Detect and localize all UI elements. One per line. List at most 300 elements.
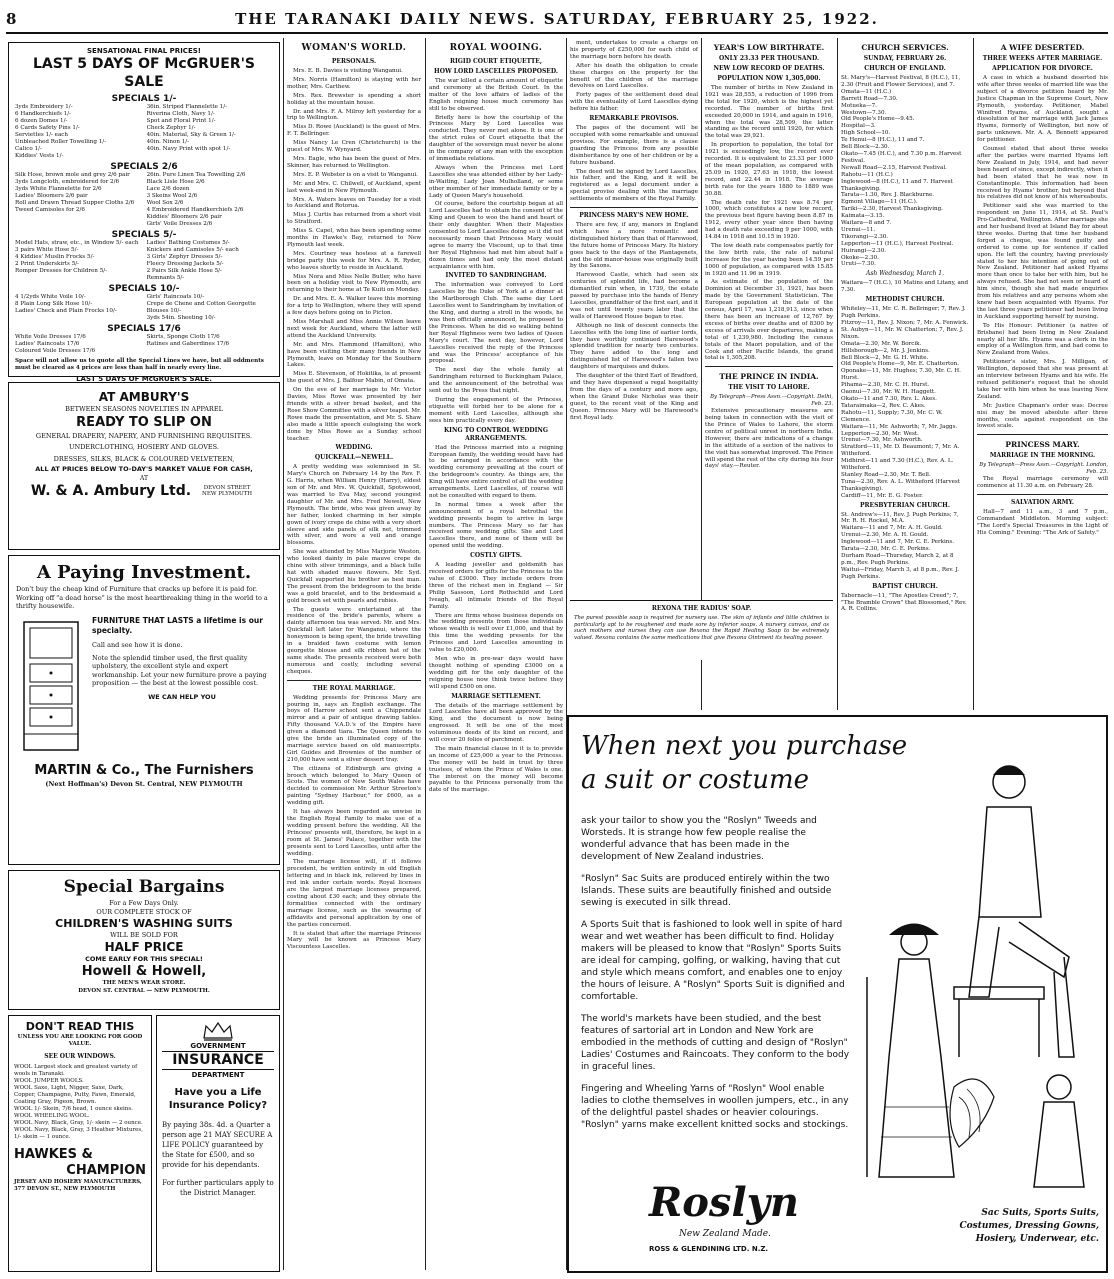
provisos-paragraphs <box>570 125 698 203</box>
roslyn-para-2: "Roslyn" Sac Suits are produced entirely within the two Islands. These suits are beautifully finished and outside sewing is executed in silk thread. <box>581 874 832 908</box>
costly-paragraphs <box>429 562 563 690</box>
article-paragraph: The deed will be signed by Lord Lascelles, his father, and the King, and it will be registered as a legal document under a special proviso dealing with the marriage settlements of members of the Royal Family. <box>570 168 698 203</box>
methodist-heading: METHODIST CHURCH. <box>865 296 945 304</box>
article-paragraph: The main financial clause in it is to provide an income of £25,000 a year to the Princess. The money will be held in trust by three trustees, of whom the Prince of Wales is one. The interest on the money will become payable to the Princess personally from the date of the marriage. <box>429 745 563 794</box>
sale-item: 2 Pairs Silk Ankle Hose 5/- <box>146 268 222 274</box>
wedding-paragraph: A pretty wedding was solemnised in St. Mary's Church on February 14 by the Rev. F. G. Harris, when William Henry (Harry), eldest son of Mr. and Mrs. W. Quickfall, Spotswood, was married to Eva May, second youngest daughter of Mr. and Mrs. Fred Newell, New Plymouth. The bride, who was given away by her father, looked charming in her simple gown of ivory crepe de chine with a very short sleeve and side panels of silk net, trimmed with silver, and wore a veil and orange blossoms. <box>287 464 421 547</box>
ambury-line-6: DRESSES, SILKS, BLACK & COLOURED VELVETEEN, <box>53 455 235 463</box>
personal-paragraph: Miss S. Capel, who has been spending some months in Hawke's Bay, returned to New Plymouth last week. <box>287 228 421 248</box>
service-item: Okato—7.45 (H.C.), and 7.30 p.m. Harvest Festival. <box>841 150 962 164</box>
roslyn-made: New Zealand Made. <box>679 1229 771 1239</box>
continued-paragraphs <box>570 40 698 113</box>
sale-item: Remnants 5/- <box>146 275 185 281</box>
settlement-heading: MARRIAGE SETTLEMENT. <box>451 692 541 700</box>
specials-1-list <box>15 104 273 160</box>
sale-item: Ratines and Gaberdines 17/6 <box>146 341 230 347</box>
wool-item: WOOL Largest stock and greatest variety of wools in Taranaki. <box>14 1064 138 1077</box>
sale-item: 36in. Striped Flannelette 1/- <box>146 104 227 110</box>
service-item: Uruti—7.30. <box>841 261 876 268</box>
specials-17-list <box>15 334 273 355</box>
roslyn-headline-1: When next you purchase <box>581 731 908 761</box>
wife-sub-1: THREE WEEKS AFTER MARRIAGE. <box>982 55 1103 62</box>
article-paragraph: The next day the whole family at Sandringham returned to Buckingham Palace, and the announcement of the betrothal was sent out to the Press that night. <box>429 367 563 395</box>
sale-item: 6 Handkerchiefs 1/- <box>15 111 71 117</box>
article-paragraph: To His Honour: Petitioner (a native of Brisbane) had been living in New Zealand nearly all her life. Hyams was a clerk in the employ of a Wellington firm, and had come to New Zealand from Wales. <box>977 322 1108 357</box>
sale-item: Model Hats, straw, etc., in Window 5/- each <box>15 240 139 246</box>
sale-item: White Voile Dresses 17/6 <box>15 334 86 340</box>
column-rule <box>973 38 974 710</box>
service-item: Waitara—11, Mr. Ashworth; 7, Mr. Jaggs. <box>841 423 958 430</box>
sale-item: Romper Dresses for Children 5/- <box>15 268 108 274</box>
methodist-list <box>841 306 969 499</box>
ambury-line-8: AT <box>139 475 148 482</box>
king-heading: KING TO CONTROL WEDDING ARRANGEMENTS. <box>443 426 549 442</box>
royal-wooing-title: ROYAL WOOING. <box>449 43 543 53</box>
personal-paragraph: Miss J. Curtis has returned from a short visit to Stratford. <box>287 212 421 226</box>
service-item: Lepperton—2.30, Mr. West. <box>841 430 919 437</box>
service-item: Oponake—11, Mr. Hughes; 7.30, Mr. C. H. Hurst. <box>841 368 961 382</box>
mcgruer-title: LAST 5 DAYS OF McGRUER'S SALE <box>32 56 255 90</box>
service-item: Okoke—2.30. <box>841 254 879 261</box>
column-rule <box>425 38 426 1270</box>
martin-address: (Next Hoffman's) Devon St. Central, NEW PLYMOUTH <box>45 779 243 788</box>
service-item: St. Aubyn—11, Mr. W. Chatterton; 7, Rev. J. Nixon. <box>841 326 964 340</box>
personal-paragraph: Mr. and Mrs. C. Chilwell, of Auckland, spent last week-end in New Plymouth. <box>287 180 421 194</box>
personal-paragraph: Miss Nancy Le Cren (Christchurch) is the guest of Mrs. W. Wynyard. <box>287 140 421 154</box>
specials-5-list <box>15 240 273 282</box>
prince-india-title: THE PRINCE IN INDIA. <box>719 372 819 382</box>
rexona-body: The purest possible soap is required for nursery use. The skin of infants and little children is particularly apt to be roughened and made sore by inferior soaps. A nursery canvas, and as such mothers and nurses they can use Rexona the Rapid Healing Soap to be extremely valued. Rexona contains the same medications that give Rexona Ointment its healing power. <box>574 615 829 641</box>
sale-item: Unbleached Roller Towelling 1/- <box>15 139 107 145</box>
costly-heading: COSTLY GIFTS. <box>470 552 522 560</box>
wedding-paragraph: The guests were entertained at the residence of the bride's parents, where a dainty afternoon tea was served. Mr. and Mrs. Quickfall left later for Wanganui, where the honeymoon is being spent, the bride travelling in a braided fawn costume with lemon georgette blouse and silk ribbon hat of the same shade. The presents received were both numerous and costly, including several cheques. <box>287 606 421 675</box>
presbyterian-list <box>841 512 969 581</box>
howell-ad <box>8 870 280 1010</box>
ambury-ad <box>8 382 280 550</box>
ambury-line-4: GENERAL DRAPERY, NAPERY, AND FURNISHING REQUISITES. <box>35 432 253 440</box>
article-paragraph: Counsel stated that about three weeks after the parties were married Hyams left New Zealand in July, 1914, and had never been heard of since, except indirectly, when it had been stated that he was now in Constantinople. This information had been received by Hyams' brother, but beyond that his relatives did not know of his whereabouts. <box>977 146 1108 201</box>
birthrate-paragraphs <box>705 85 833 362</box>
roslyn-ad <box>567 715 1108 1273</box>
sale-item: Tweed Camisoles for 2/6 <box>15 207 85 213</box>
insurance-gov: GOVERNMENT <box>190 1042 246 1050</box>
service-item: Urenui—11. <box>841 226 876 233</box>
sale-item: Black Lisle Hose 2/6 <box>146 179 205 185</box>
article-paragraph: A case in which a husband deserted his wife after three weeks of married life was the subject of a divorce petition heard by Mr. Justice Chapman in the Supreme Court, New Plymouth, yesterday. Petitioner, Mabel Winifred Hyams, of Auckland, sought a dissolution of her marriage with Jack James Hyams, formerly of Wellington, but now of parts unknown. Mr. A. A. Bennett appeared for petitioner. <box>977 75 1108 144</box>
ambury-line-7: ALL AT PRICES BELOW TO-DAY'S MARKET VALUE FOR CASH, <box>35 465 253 473</box>
prince-india-sub: THE VISIT TO LAHORE. <box>728 384 810 392</box>
birthrate-title: YEAR'S LOW BIRTHRATE. <box>713 43 825 52</box>
martin-title: A Paying Investment. <box>36 562 252 583</box>
sale-item: Coloured Voile Dresses 17/6 <box>15 348 96 354</box>
service-item: Omata—2.30, Mr. W. Borcik. <box>841 340 922 347</box>
service-item: Waitara—11 and 7, Mr. A. H. Gould. <box>841 525 943 532</box>
ambury-address: DEVON STREET NEW PLYMOUTH <box>202 484 253 497</box>
sale-item: 3 Girls' Zephyr Dresses 5/- <box>146 254 223 260</box>
article-paragraph: As estimate of the population of the Dominion at December 31, 1921, has been made by the Government Statistician. The European population at the date of the census, April 17, was 1,218,913, since when there has been an increase of 12,767 by excess of births over deaths and of 8300 by excess of arrivals over departures, making a total of 1,239,980. Including the census totals of the Maori population, and of the Cook and other Pacific Islands, the grand total is 1,305,208. <box>705 279 833 362</box>
article-paragraph: After his death the obligation to create these charges on the property for the benefit of the children of the marriage devolves on Lord Lascelles. <box>570 62 698 90</box>
personal-paragraph: Mrs. Rex. Brewster is spending a short holiday at the mountain house. <box>287 92 421 106</box>
article-paragraph: Harewood Castle, which had seen six centuries of splendid life, had become a dismantled ruin when, in 1739, the estate passed by purchase into the hands of Henry Lascelles, grandfather of the first earl, and it was not until twenty years later that the walls of Harewood House began to rise. <box>570 272 698 320</box>
roslyn-maker: ROSS & GLENDINING LTD. N.Z. <box>649 1245 769 1253</box>
service-item: Rahotu—11, Supply; 7.30, Mr. C. W. Clemence. <box>841 409 943 423</box>
martin-name: MARTIN & Co., The Furnishers <box>34 762 254 778</box>
sale-item: 3yds Embroidery 1/- <box>15 104 73 110</box>
personal-paragraph: Dr. and Mrs. E. A. Walker leave this morning for a trip to Wellington, where they will spend a few days before going on to Picton. <box>287 296 421 317</box>
crown-emblem <box>162 1020 274 1042</box>
sale-item: Skirts, Sponge Cloth 17/6 <box>146 334 220 340</box>
service-item: Durham Road—Thursday, March 2, at 8 p.m., Rev. Pugh Perkins. <box>841 553 954 566</box>
church-date: SUNDAY, FEBRUARY 26. <box>863 55 947 62</box>
roslyn-headline-2: a suit or costume <box>581 765 810 795</box>
article-paragraph: Always when the Princess met Lord Lascelles she was attended either by her Lady-in-Waiting, Lady Joan Mulholland, or some other member of her immediate family or by a Lady of Queen Mary's household. <box>429 164 563 199</box>
sale-item: Lace 2/6 dozen <box>146 186 190 192</box>
service-item: Tariki—2.30, Harvest Thanksgiving. <box>841 206 943 213</box>
martin-furniture-ad <box>8 555 280 865</box>
insurance-question: Have you a Life Insurance Policy? <box>168 1087 268 1111</box>
personal-paragraph: Mrs. Courtney was hostess at a farewell bridge party this week for Mrs. A. R. Ryder, who leaves shortly to reside in Auckland. <box>287 250 421 271</box>
sale-item: 26in. Pure Linen Tea Towelling 2/6 <box>146 172 246 178</box>
prince-india-dateline: By Telegraph—Press Assn.—Copyright. Delhi, Feb. 23. <box>710 394 833 408</box>
personal-paragraph: Dr. and Mrs. F. A. Milroy left yesterday for a trip to Wellington. <box>287 108 421 122</box>
specials-10-list <box>15 294 273 322</box>
article-paragraph: Mr. Justice Chapman's order was: Decree nisi may be moved absolute after three months, costs against respondent on the lowest scale. <box>977 402 1108 430</box>
wool-item: WOOL Navy, Black, Gray, 3 Heather Mixtures, 1/- skein — 1 ounce. <box>14 1127 143 1140</box>
personal-paragraph: Mrs. Eagle, who has been the guest of Mrs. Skinner, has returned to Wellington. <box>287 155 421 169</box>
howell-line-6: COME EARLY FOR THIS SPECIAL! <box>85 955 203 963</box>
personals-paragraphs <box>287 68 421 442</box>
sale-item: Knickers and Camisoles 5/- each <box>146 247 239 253</box>
martin-note: Note the splendid timber used, the first quality upholstery, the excellent style and expert workmanship. Let your new furniture prove a paying proposition — the best at the lowest possible cost. <box>92 653 267 687</box>
article-paragraph: The death rate for 1921 was 8.74 per 1000, which constitutes a new low record, the previous best figure having been 8.87 in 1912, every other year since then having had a death rate exceeding 9 per 1000, with 14.84 in 1918 and 10.15 in 1920. <box>705 199 833 241</box>
sale-item: 3yds Longcloth, embroidered for 2/6 <box>15 179 120 185</box>
womans-world-title: WOMAN'S WORLD. <box>301 43 407 53</box>
sale-item: Kiddies' Bloomers 2/6 pair <box>146 214 222 220</box>
ambury-line-3: READY TO SLIP ON <box>76 415 212 430</box>
royal-marriage-paragraph: It is stated that after the marriage Princess Mary will be known as Princess Mary Viscountess Lascelles. <box>287 930 421 951</box>
hawkes-wool-list <box>14 1064 146 1141</box>
service-item: Tuna—2.30, Rev. A. L. Witheford (Harvest Thanksgiving). <box>841 478 961 492</box>
masthead <box>6 6 1108 34</box>
article-paragraph: The daughter of the third Earl of Bradford, and they have dispensed a regal hospitality from the days of a century and more ago, when the Grand Duke Nicholas was their guest, to the recent visit of the King and Queen. Princess Mary will be Harewood's first Royal lady. <box>570 373 699 421</box>
sale-item: 40in. Material, Sky & Green 1/- <box>146 132 236 138</box>
service-item: Newall Road—2.15, Harvest Festival. <box>841 164 947 171</box>
article-paragraph: In proportion to population, the total for 1921 is exceedingly low, the record ever recorded. It is equivalent to 23.33 per 1000 of the mean population, as compared with 25.09 in 1920, 27.63 in 1918, the lowest record, and 22.44 in 1918. The average birth rate for the years 1880 to 1889 was 30.88. <box>705 142 833 197</box>
royal-marriage-paragraph: The citizens of Edinburgh are giving a brooch which belonged to Mary Queen of Scots. The women of New South Wales have decided to commission Mr. Arthur Streeton's painting "Sydney Harbour," for £600, as a wedding gift. <box>287 765 421 807</box>
service-item: Hillsborough—2, Mr. J. Jenkins. <box>841 347 930 354</box>
service-item: Egmont Village—11 (H.C.). <box>841 199 918 206</box>
newspaper-title: THE TARANAKI DAILY NEWS. SATURDAY, FEBRUARY 25, 1922. <box>235 10 879 28</box>
sale-item: 3yds 54in. Sheeting 10/- <box>146 315 216 321</box>
service-item: St. Andrew's—11, Rev. J. Pugh Perkins; 7, Mr. R. H. Rockel, M.A. <box>841 511 959 525</box>
king-paragraphs <box>429 445 563 551</box>
howell-line-2: OUR COMPLETE STOCK OF <box>96 908 192 916</box>
birthrate-sub-1: ONLY 23.33 PER THOUSAND. <box>718 55 820 62</box>
article-paragraph: Petitioner said she was married to the respondent on June 11, 1914, at St. Paul's Pro-Cathedral, Wellington. After marriage she and her husband lived at Island Bay for about three weeks. During that time her husband forged a cheque, was found guilty and ordered to come up for sentence if called upon. He left the country, having previously stated to her his intention of going out of New Zealand. Petitioner had asked Hyams more than once to take her with him, but he always refused. She had not seen or heard of him since, though she had made enquiries from his relatives and any persons whom she knew had been acquainted with Hyams. For the last three years petitioner had been living in Auckland supporting herself by nursing. <box>977 203 1108 320</box>
personal-paragraph: Mr. and Mrs. Hammond (Hamilton), who have been visiting their many friends in New Plymouth, leave on Monday for the Southern Lakes. <box>287 341 421 369</box>
service-item: Tikorangi—2.30. <box>841 233 889 240</box>
service-item: Inglewood—11 and 7, Mr. C. E. Perkins. <box>841 539 955 546</box>
sale-item: Roll and Drawn Thread Supper Cloths 2/6 <box>15 200 135 206</box>
service-item: Fitzroy—11, Rev. J. Nixon; 7, Mr. A. Fenwick. <box>841 320 969 326</box>
specials-5-heading: SPECIALS 5/- <box>111 230 177 240</box>
ash-wednesday-item: Waitara—7 (H.C.), 10 Matins and Litany, and 7.30. <box>841 280 969 294</box>
service-item: Tarata—2.30, Mr. C. E. Perkins. <box>841 546 931 553</box>
personal-paragraph: Miss D. Rowe (Auckland) is the guest of Mrs. F. T. Bellringer. <box>287 124 421 138</box>
service-item: Oaonui—7.30, Mr. W. H. Haggett. <box>841 389 936 396</box>
specials-1-heading: SPECIALS 1/- <box>111 94 177 104</box>
baptist-heading: BAPTIST CHURCH. <box>872 582 938 590</box>
sale-item: 40in. Navy Print with spot 1/- <box>146 146 231 152</box>
martin-body: Don't buy the cheap kind of Furniture that cracks up before it is paid for. Working off "a dead horse" is the most heartbreaking thing in the world to a thrifty housewife. <box>16 585 268 610</box>
specials-17-heading: SPECIALS 17/6 <box>107 324 181 334</box>
roslyn-para-3: A Sports Suit that is fashioned to look well in spite of hard wear and wet weather has been difficult to find. Holiday makers will be pleased to know that "Roslyn" Sports Suits are ideal for camping, golfing, or walking, having that cut and style which means comfort, and enables one to enjoy the hours of leisure. A "Roslyn" Sports Suit is dignified and comfortable. <box>581 920 845 1002</box>
invited-heading: INVITED TO SANDRINGHAM. <box>445 272 547 280</box>
wife-paragraphs <box>977 75 1108 430</box>
prince-india-paragraph: Extensive precautionary measures are being taken in connection with the visit of the Prince of Wales to Lahore, the storm centre of political unrest in northern India. However, there are indications of a change in the attitude of a section of the natives to the visit has somewhat improved. The Prince will spend the rest of the city during his four days' stay.—Reuter. <box>705 408 833 470</box>
service-item: Tarata—1.30, Rev. J. Blackburne. <box>841 192 935 199</box>
article-paragraph: Forty pages of the settlement deed deal with the eventuality of Lord Lascelles dying before his father. <box>570 92 698 113</box>
howell-address: DEVON ST. CENTRAL — NEW PLYMOUTH. <box>78 988 210 994</box>
service-item: Waitara—8 and 7. <box>841 220 892 227</box>
specials-10-heading: SPECIALS 10/- <box>108 284 180 294</box>
service-item: Huirangi—2.30. <box>841 247 887 254</box>
service-item: Barrett Road—7.30. <box>841 95 898 102</box>
sale-item: Spot and Floral Print 1/- <box>146 118 216 124</box>
service-item: Stanley Road—2.30, Mr. T. Bell. <box>841 471 931 478</box>
specials-2-list <box>15 172 273 228</box>
ambury-line-2: BETWEEN SEASONS NOVELTIES IN APPAREL <box>65 405 223 413</box>
howell-line-5: HALF PRICE <box>104 940 184 954</box>
sale-item: Kiddies' Vests 1/- <box>15 153 64 159</box>
roslyn-brand: Roslyn <box>649 1179 799 1226</box>
fashion-figures-illustration <box>859 727 1104 1197</box>
service-item: Westown—7.30. <box>841 109 887 116</box>
ambury-name: W. & A. Ambury Ltd. <box>30 483 192 499</box>
wool-item: WOOL JUMPER WOOLS. <box>14 1078 84 1084</box>
article-paragraph: Although no link of descent connects the Lascelles with the long line of earlier lords, they have worthily continued Harewood's splendid tradition for nearly two centuries. They have added to the long and distinguished list of Harewood's fallen two daughters of marquises and dukes. <box>570 322 698 371</box>
service-item: Stratford—11, Mr. D. Beaumont; 7, Mr. A. Witheford. <box>841 444 960 458</box>
sale-item: Ladies' Bloomers 2/6 pair <box>15 193 88 199</box>
howell-name: Howell & Howell, <box>81 964 207 979</box>
wedding-subheading: QUICKFALL—NEWELL. <box>314 454 394 462</box>
mcgruer-kicker: SENSATIONAL FINAL PRICES! <box>87 47 201 55</box>
birthrate-sub-3: POPULATION NOW 1,305,000. <box>717 75 821 82</box>
sale-item: 8 Plain Long Silk Hose 10/- <box>15 301 93 307</box>
sale-item: Wool Sox 2/6 <box>146 200 184 206</box>
wool-item: WOOL WHEELING WOOL. <box>14 1113 90 1119</box>
sale-item: Ladies' Bathing Costumes 5/- <box>146 240 230 246</box>
princess-mary-paragraph: The Royal marriage ceremony will commence at 11.30 a.m. on February 28. <box>977 476 1108 490</box>
hawkes-address: JERSEY AND HOSIERY MANUFACTURERS, 377 DEVON ST., NEW PLYMOUTH <box>14 1179 142 1192</box>
princess-mary-dateline: By Telegraph—Press Assn.—Copyright. London, Feb. 23. <box>979 462 1108 476</box>
sale-item: Fleecy Dressing Jackets 5/- <box>146 261 224 267</box>
service-item: Rahotu—11 (H.C.) <box>841 171 893 178</box>
roslyn-para-4: The world's markets have been studied, and the best features of sartorial art in London and New York are embodied in the methods of cutting and design of "Roslyn" Ladies' Costumes and Raincoats. They conform to the body in graceful lines. <box>581 1014 850 1072</box>
baptist-list <box>841 593 969 614</box>
sale-item: 6 dozen Domes 1/- <box>15 118 68 124</box>
church-services-column <box>841 40 969 710</box>
hawkes-title: DON'T READ THIS <box>25 1020 135 1033</box>
sale-item: Check Zephyr 1/- <box>146 125 196 131</box>
article-paragraph: ment, undertakes to create a charge on his property of £250,000 for each child of the marriage born before his death. <box>570 40 698 60</box>
article-paragraph: Men who in pre-war days would have thought nothing of spending £3000 on a wedding gift for the only daughter of the reigning house now think twice before they will spend £500 on one. <box>429 655 563 690</box>
service-item: Okato—11 and 7.30, Rev. L. Akes. <box>841 395 937 402</box>
rexona-ad <box>570 600 833 660</box>
presbyterian-heading: PRESBYTERIAN CHURCH. <box>860 501 950 509</box>
howell-line-1: For a Few Days Only. <box>109 899 179 907</box>
new-home-heading: PRINCESS MARY'S NEW HOME. <box>579 212 689 220</box>
church-england-list <box>841 75 969 268</box>
personal-paragraph: On the eve of her marriage to Mr. Victor Davies, Miss Rowe was presented by her friends with a silver bread basket, and the Rose Show Committee with a silver teapot. Mr. Rowe made the presentation, and Mr. S. Shaw also made a little speech eulogising the work done by Miss Rowe as a Sunday school teacher. <box>287 387 421 442</box>
service-item: Urenui—7.30, Mr. Ashworth. <box>841 437 923 444</box>
sale-item: 2 Print Underskirts 5/- <box>15 261 80 267</box>
sale-item: Riverina Cloth, Navy 1/- <box>146 111 215 117</box>
personal-paragraph: Miss E. Stevenson, of Hokitika, is at present the guest of Mrs. J. Balfour Mabin, of Omata. <box>287 371 421 385</box>
sale-item: 3 Skeins Wool 2/6 <box>146 193 198 199</box>
royal-wooing-paragraphs <box>429 78 563 270</box>
column-rule <box>837 38 838 710</box>
salvation-army-paragraph: Hall—7 and 11 a.m., 3 and 7 p.m., Commandant Middleton. Morning subject: "The Lord's Special Treasures in the Light of His Coming." Evening: "The Ark of Safety." <box>977 508 1108 536</box>
roslyn-tagline: Sac Suits, Sports Suits, Costumes, Dressing Gowns, Hosiery, Underwear, etc. <box>959 1208 1099 1244</box>
service-item: Urenui—2.30, Mr. A. H. Gould. <box>841 532 929 539</box>
wife-sub-2: APPLICATION FOR DIVORCE. <box>992 65 1093 72</box>
personal-paragraph: Mrs. E. B. Davies is visiting Wanganui. <box>293 68 403 74</box>
hawkes-name-2: CHAMPION <box>66 1163 146 1178</box>
service-item: Pihama—2.30, Mr. C. H. Hurst. <box>841 382 930 389</box>
insurance-foot: For further particulars apply to the District Manager. <box>162 1179 274 1197</box>
article-paragraph: Had the Princess married into a reigning European family, the wedding would have had to be arranged in accordance with the wedding ceremony prevailing at the court of the bridegroom's country. As things are, the King will have entire control of all the wedding arrangements. Lord Lascelles, of course will not be consulted with regard to them. <box>429 444 563 499</box>
martin-help: WE CAN HELP YOU <box>148 692 216 701</box>
service-item: Midhirst—11 and 7.30 (H.C.), Rev. A. L. Witheford. <box>841 458 954 472</box>
martin-sub: FURNITURE THAT LASTS a lifetime is our specialty. <box>92 615 263 635</box>
sale-item: Serviettes 1/- each <box>15 132 69 138</box>
settlement-paragraphs <box>429 703 563 795</box>
article-paragraph: Of course, before the courtship began at all Lord Lascelles had to obtain the consent of the King and Queen to woo the hand and heart of their only daughter. When their Majesties consented to Lord Lascelles doing so it did not necessarily mean that Princess Mary would agree to marry the Viscount, up to that time her Royal Highness had met him about half a dozen times and had only the most distant acquaintance with him. <box>429 201 563 270</box>
service-item: Bell Block—2, Mr. G. H. White. <box>841 354 929 361</box>
article-paragraph: The war killed a certain amount of etiquette and ceremony at the British Court. In the matter of the love affairs of ladies of the English reigning house much ceremony has still to be observed. <box>429 78 563 112</box>
service-item: Whiteley—11, Mr. C. R. Bellringer; 7, Rev. J. Pugh Perkins. <box>841 306 966 320</box>
royal-wooing-sub-1: RIGID COURT ETIQUETTE, <box>450 58 542 65</box>
martin-call: Call and see how it is done. <box>92 640 183 649</box>
sale-item: Crepe de Chene and Cotton Georgette Blouses 10/- <box>146 301 256 314</box>
invited-paragraphs <box>429 282 563 424</box>
royal-marriage-paragraphs <box>287 695 421 952</box>
ambury-line-5: UNDERCLOTHING, HOSIERY AND GLOVES. <box>69 443 219 451</box>
service-item: Waitui—Friday, March 3, at 8 p.m., Rev. J. Pugh Perkins. <box>841 566 960 580</box>
article-paragraph: There are firms whose business depends on the wedding presents from those individuals whose wealth is well over £1,000, and that by this time the wedding presents for the Princess and Lord Lascelles amounting in value to £20,000. <box>429 612 563 654</box>
service-item: Old People's Home—9, Mr. E. Chatterton. <box>841 361 960 368</box>
service-item: Motueka—7. <box>841 102 877 109</box>
article-paragraph: The information was conveyed to Lord Lascelles by the Duke of York at a dinner at the Marlborough Club. The same day Lord Lascelles went to Sandringham by invitation of the King, and during a stroll in the woods, he was then officially announced, he proposed to the Princess. When he did so walking behind her Royal Highness were two ladies of Queen Mary's court. The next day, however, Lord Lascelles received the reply of the Princess and was the Princess' acceptance of his proposal. <box>429 282 563 365</box>
sale-item: 40in. Ninon 1/- <box>146 139 190 145</box>
service-item: Lepperton—11 (H.C.), Harvest Festival. <box>841 240 954 247</box>
hawkes-sub: UNLESS YOU ARE LOOKING FOR GOOD VALUE. <box>17 1034 143 1047</box>
hawkes-see: SEE OUR WINDOWS. <box>44 1053 116 1060</box>
royal-marriage-paragraph: It has always been regarded as unwise in the English Royal Family to make use of a wedding present before the wedding. All the Princess' presents will, therefore, be kept in a room at St. James' Palace, together with the presents sent to Lord Lascelles, until after the wedding. <box>287 809 421 857</box>
article-paragraph: The pages of the document will be occupied with some remarkable and unusual provisos. For example, there is a clause guarding the Princess from any possible disinheritance by one of her children or by a future husband. <box>570 125 698 166</box>
service-item: Kaimata—3.15. <box>841 213 885 220</box>
royal-wooing-column <box>429 40 563 1272</box>
insurance-dept: DEPARTMENT <box>191 1071 245 1079</box>
specials-2-heading: SPECIALS 2/6 <box>110 162 178 172</box>
article-paragraph: Briefly here is how the courtship of the Princess Mary by Lord Lascelles was conducted. They never met alone. It is one of the strict rules of Court etiquette that the daughter of the sovereign must never be alone in the company of any man with the exception of immediate relations. <box>429 114 563 162</box>
wedding-heading: WEDDING. <box>335 444 373 452</box>
service-item: Old People's Home—9.45. <box>841 116 915 123</box>
salvation-army-heading: SALVATION ARMY. <box>1011 498 1074 506</box>
service-item: Hospital—3. <box>841 123 876 130</box>
service-item: Te Henui—8 (H.C.), 11 and 7. <box>841 137 925 144</box>
personal-paragraph: Mrs. Norris (Hamilton) is staying with her mother, Mrs. Carthew. <box>287 76 421 90</box>
sale-item: Girls' Raincoats 10/- <box>146 294 205 300</box>
insurance-body: By paying 38s. 4d. a Quarter a person age 21 MAY SECURE A LIFE POLICY guaranteed by the State for £500, and so provide for his dependants. <box>162 1121 273 1169</box>
government-insurance-ad <box>156 1015 280 1272</box>
hawkes-name-1: HAWKES & <box>14 1147 93 1162</box>
mcgruer-sale-ad <box>8 42 280 383</box>
roslyn-para-1: ask your tailor to show you the "Roslyn" Tweeds and Worsteds. It is strange how few people realise the wonderful advance that has been made in the development of New Zealand industries. <box>581 816 817 862</box>
sale-item: Ladies' Raincoats 17/6 <box>15 341 80 347</box>
church-title: CHURCH SERVICES. <box>861 43 949 52</box>
womans-world-column <box>287 40 421 1272</box>
wife-title: A WIFE DESERTED. <box>1000 43 1085 52</box>
ash-wednesday: Ash Wednesday, March 1. <box>865 270 945 278</box>
howell-title: Special Bargains <box>63 877 225 897</box>
sale-item: Silk Hose, brown mole and grey 2/6 pair <box>15 172 130 178</box>
royal-marriage-paragraph: The marriage license will, if it follows precedent, be written entirely in old English lettering and in black ink, relieved by lines in red ink under certain words. Royal licenses are the largest marriage licenses prepared, costing about £30 each; and they obviate the formalities connected with the ordinary marriage license, such as the swearing of affidavits and personal application by one of the parties concerned. <box>287 859 421 928</box>
rexona-title: REXONA THE RADIUS' SOAP. <box>651 605 752 612</box>
howell-line-3: CHILDREN'S WASHING SUITS <box>55 917 233 930</box>
wool-item: WOOL 1/- Skein, 7/6 head, 1 ounce skeins. <box>14 1106 133 1112</box>
royal-marriage-paragraph: Wedding presents for Princess Mary are pouring in, says an English exchange. The boys of Harrow school sent a Chippendale mirror and a pair of antique drawing tables. Fifty thousand V.A.D.'s of the Empire have given a diamond tiara. The Queen intends to give the bride an illuminated copy of the marriage service based on old manuscripts. Girl Guides and Brownies of the number of 210,000 have sent a silver dessert tray. <box>287 694 421 763</box>
article-paragraph: The number of births in New Zealand in 1921 was 28,555, a reduction of 1996 from the total for 1920, which is the highest yet recorded. The number of births first exceeded 20,000 in 1914, and again in 1916, when the total was 28,509, the latter standing as the record until 1920, for which the total was 29,921. <box>705 85 833 140</box>
service-item: Omata—11 (H.C.) <box>841 88 892 95</box>
ambury-line-1: AT AMBURY'S <box>98 390 190 404</box>
princess-mary-title: PRINCESS MARY. <box>1005 440 1080 450</box>
roslyn-para-5: Fingering and Wheeling Yarns of "Roslyn" Wool enable ladies to clothe themselves in woollen jumpers, etc., in any of the delightful pastel shades or heavier colourings. "Roslyn" yarns make excellent knitted socks and stockings. <box>581 1084 849 1130</box>
sale-item: Girls' Voile Dresses 2/6 <box>146 221 213 227</box>
insurance-word: INSURANCE <box>162 1051 274 1070</box>
personal-paragraph: Mrs. A. Waters leaves on Tuesday for a visit to Auckland and Rotorua. <box>287 196 421 210</box>
hawkes-champion-ad <box>8 1015 152 1272</box>
mcgruer-note: Space will not allow us to quote all the Special Lines we have, but all oddments must be cleared as 4 prices are less than half in nearly every line. <box>15 358 264 371</box>
service-item: Cardiff—11, Mr. E. G. Foster. <box>841 492 923 499</box>
royal-marriage-heading: THE ROYAL MARRIAGE. <box>312 684 396 692</box>
sale-item: 4 Kiddies' Muslin Frocks 5/- <box>15 254 95 260</box>
article-paragraph: A leading jeweller and goldsmith has received orders for gifts for the Princess to the value of £3000. They include orders from three of the richest men in England — Sir Philip Sassoon, Lord Rothschild and Lord Iveagh, all intimate friends of the Royal Family. <box>429 562 563 610</box>
service-item: Tabernacle—11, "The Apostles Creed"; 7, "The Bramble Crown" that Blossomed," Rev. A. R. Collins. <box>841 592 967 613</box>
service-item: High School—10. <box>841 130 891 137</box>
princess-mary-sub: MARRIAGE IN THE MORNING. <box>989 452 1096 460</box>
sale-item: 4 Embroidered Handkerchiefs 2/6 <box>146 207 244 213</box>
furniture-illustration <box>16 616 86 756</box>
sale-item: 4 1/2yds White Voile 10/- <box>15 294 86 300</box>
wedding-paragraph: She was attended by Miss Marjorie Weston, who looked dainty in pale mauve crepe de chine with silver trimmings, and a black tulle hat with shaded mauve flowers. Mr. Syd. Quickfall supported his brother as best man. The present from the bridegroom to the bride was a gold bracelet, and to the bridesmaid a gold brooch set with pearls and rubies. <box>287 549 421 604</box>
sale-item: 3yds White Flannelette for 2/6 <box>15 186 102 192</box>
article-paragraph: Petitioner's sister, Mrs. J. Milligan, of Wellington, deposed that she was present at an interview between Hyams and his wife. He refused petitioner's request that he should take her with him when he was leaving New Zealand. <box>977 359 1108 400</box>
article-paragraph: During the engagement of the Princess, etiquette will forbid her to be alone for a moment with Lord Lascelles, although she sees him practically every day. <box>429 396 563 424</box>
article-paragraph: The details of the marriage settlement by Lord Lascelles have all been approved by the King, and the document is now being engrossed. It will be one of the most voluminous deeds of its kind on record, and will cover 20 folios of parchment. <box>429 702 563 744</box>
article-paragraph: There are few, if any, manors in England which have a more romantic and distinguished history than that of Harewood, the future home of Princess Mary. Its history goes back to the days of the Plantagenets, and the old manor-house was originally built by the Saxons. <box>570 222 698 270</box>
service-item: Bell Block—2.30. <box>841 144 890 151</box>
provisos-heading: REMARKABLE PROVISOS. <box>589 115 679 123</box>
howell-line-4: WILL BE SOLD FOR <box>110 931 178 939</box>
page-number: 8 <box>6 10 17 28</box>
sale-item: 6 Cards Safety Pins 1/- <box>15 125 80 131</box>
wife-deserted-column <box>977 40 1108 710</box>
new-home-paragraphs <box>570 222 698 421</box>
article-paragraph: The low death rate compensates partly for the low birth rate, the rate of natural increase for the year having been 14.59 per 1000 of population, as compared with 15.85 in 1920 and 11.96 in 1919. <box>705 242 833 277</box>
article-paragraph: In normal times a week after the announcement of a royal betrothal the wedding presents begin to arrive in large numbers. The Princess Mary so far has received some wedding gifts. She and Lord Lascelles there, and none of them will be opened until the wedding. <box>429 501 563 550</box>
